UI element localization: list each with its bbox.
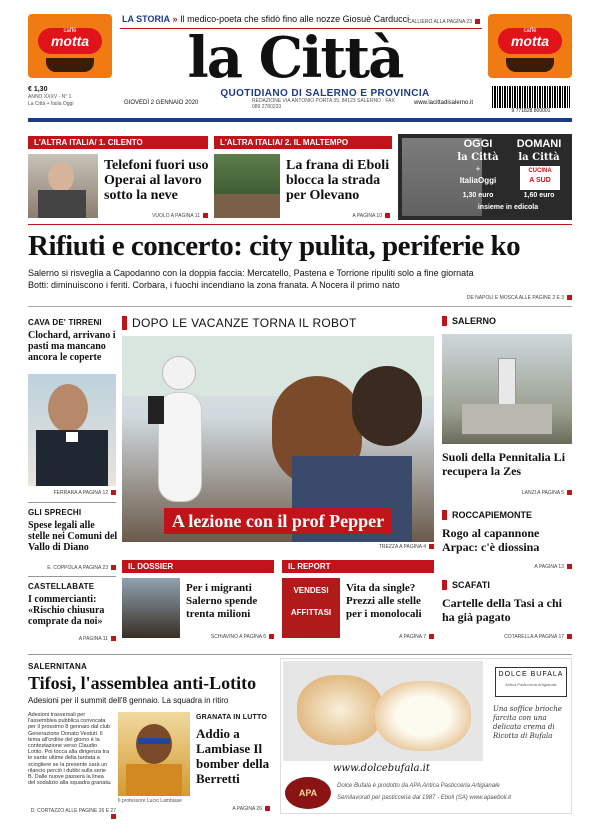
center-ref: TREZZA A PAGINA 4 bbox=[330, 544, 434, 550]
apa-logo: APA bbox=[285, 777, 331, 809]
center-banner: DOPO LE VACANZE TORNA IL ROBOT bbox=[122, 316, 434, 330]
left-3-kicker: CASTELLABATE bbox=[28, 582, 95, 591]
right-3-ref: COTARELLA A PAGINA 17 bbox=[472, 634, 572, 640]
report-ref: A PAGINA 7 bbox=[346, 634, 434, 640]
barcode-number: 9 771828 800001 bbox=[492, 108, 570, 114]
strip-2-label: L'ALTRA ITALIA/ 2. IL MALTEMPO bbox=[214, 136, 392, 149]
double-arrow-icon: » bbox=[172, 14, 178, 24]
coffee-cup-icon bbox=[506, 58, 554, 72]
website-link[interactable]: www.lacittadisalerno.it bbox=[414, 100, 474, 106]
right-2-headline[interactable]: Rogo al capannone Arpac: c'è diossina bbox=[442, 526, 540, 554]
promo-box[interactable] bbox=[398, 134, 572, 220]
main-headline[interactable]: Rifiuti e concerto: city pulita, periferie ko bbox=[28, 230, 521, 262]
promo-domani: DOMANI bbox=[516, 138, 562, 150]
strip-1-headline[interactable]: Telefoni fuori uso Operai al lavoro sotto la neve bbox=[104, 158, 209, 203]
left-2-kicker: GLI SPRECHI bbox=[28, 508, 82, 517]
promo-plus: + bbox=[475, 164, 481, 174]
left-2-headline[interactable]: Spese legali alle stelle nei Comuni del Vallo di Diano bbox=[28, 520, 118, 553]
promo-oggi: OGGI bbox=[463, 138, 493, 150]
promo-paper-2: la Città bbox=[518, 152, 560, 163]
storia-label: LA STORIA bbox=[122, 14, 171, 24]
dossier-label: IL DOSSIER bbox=[122, 560, 274, 573]
right-3-label: SCAFATI bbox=[442, 580, 572, 590]
newspaper-subtitle: QUOTIDIANO DI SALERNO E PROVINCIA bbox=[220, 88, 430, 99]
sport-photo-caption: Il professore Lucio Lambiase bbox=[118, 798, 182, 804]
left-2-ref: E. COPPOLA A PAGINA 23 bbox=[28, 565, 116, 571]
right-2-ref: A PAGINA 13 bbox=[472, 564, 572, 570]
left-1-headline[interactable]: Clochard, arrivano i pasti ma mancano ancora le coperte bbox=[28, 330, 116, 363]
cucina-a-sud-logo: CUCINA A SUD bbox=[520, 166, 560, 190]
report-label: IL REPORT bbox=[282, 560, 434, 573]
right-1-label: SALERNO bbox=[442, 316, 572, 326]
motta-ad-right[interactable] bbox=[488, 14, 572, 78]
left-1-photo bbox=[28, 374, 116, 486]
ad-footer-1: Dolce Bufala è prodotto da APA Antica Pasticceria Artigianale bbox=[337, 783, 500, 789]
main-deck-1: Salerno si risveglia a Capodanno con la doppia faccia: Mercatello, Pastena e Torrione ripuliti solo a fine giornata bbox=[28, 268, 474, 278]
sport-ref: D. CORTAZZO ALLE PAGINE 26 E 27 bbox=[28, 808, 116, 820]
promo-paper-1: la Città bbox=[457, 152, 499, 163]
promo-italia: ItaliaOggi bbox=[459, 176, 497, 185]
report-photo: VENDESI AFFITTASI bbox=[282, 578, 340, 638]
motta-logo-right: caffè motta bbox=[498, 28, 562, 54]
issue-bundle: La Città + Italia Oggi bbox=[28, 101, 74, 107]
center-caption[interactable]: A lezione con il prof Pepper bbox=[164, 508, 392, 534]
dolce-bufala-logo: DOLCE BUFALA Antica Pasticceria Artigianale bbox=[495, 667, 567, 697]
promo-insieme: insieme in edicola bbox=[477, 204, 539, 211]
ad-footer-2: Semilavorati per pasticceria dal 1987 - Eboli (SA) www.apaeboli.it bbox=[337, 795, 512, 801]
sport-deck: Adesioni per il summit dell'8 gennaio. La squadra in ritiro bbox=[28, 696, 229, 705]
center-caption-wrap bbox=[122, 506, 434, 536]
left-3-ref: A PAGINA 11 bbox=[28, 636, 116, 642]
dossier-ref: SCHIAVINO A PAGINA 6 bbox=[186, 634, 274, 640]
newspaper-title[interactable]: la Città bbox=[187, 25, 403, 91]
brioche-2 bbox=[375, 681, 471, 751]
strip-2-ref: A PAGINA 10 bbox=[290, 213, 390, 219]
sport-headline[interactable]: Tifosi, l'assemblea anti-Lotito bbox=[28, 673, 257, 693]
main-deck-2: Botti: diminuiscono i feriti. Corbara, i fuochi incendiano la zona franata. A Nocera il primo nato bbox=[28, 280, 400, 290]
issue-year: ANNO XXXV - N° 1 bbox=[28, 94, 72, 100]
right-2-label: ROCCAPIEMONTE bbox=[442, 510, 572, 520]
strip-1-label: L'ALTRA ITALIA/ 1. CILENTO bbox=[28, 136, 208, 149]
sport-body: Adesioni trasversali per l'assemblea pubblica convocata per il prossimo 8 gennaio dal club Generazione Donato Vestuti. Il tema all'ordine del giorno è la contestazione verso Claudio Lotito. Poi tocca alla dirigenza tra le sante ultime della tardata a sciogliere se la presente sarà un rilancio perciò i dubbi sulla serie B. Dalle nuove passerà la linea del sodalizio alla squadra granata. bbox=[28, 712, 112, 787]
strip-1-ref: VUOLO A PAGINA 11 bbox=[104, 213, 208, 219]
sport-kicker: SALERNITANA bbox=[28, 662, 87, 671]
left-1-kicker: CAVA DE' TIRRENI bbox=[28, 318, 102, 327]
left-1-ref: FERRARA A PAGINA 12 bbox=[28, 490, 116, 496]
dossier-headline[interactable]: Per i migranti Salerno spende trenta milioni bbox=[186, 582, 258, 620]
dossier-photo bbox=[122, 578, 180, 638]
promo-price-2: 1,60 euro bbox=[523, 192, 555, 199]
dolce-bufala-ad[interactable] bbox=[280, 658, 572, 814]
strip-1-photo bbox=[28, 154, 98, 218]
price: € 1,30 bbox=[28, 86, 48, 93]
coffee-cup-icon bbox=[46, 58, 94, 72]
redazione-info: REDAZIONE VIA ANTONIO PORTA 35, 84123 SALERNO · FAX 089 2780233 bbox=[252, 98, 395, 110]
storia-ref: CALLIERO ALLA PAGINA 23 bbox=[380, 19, 480, 25]
report-headline[interactable]: Vita da single? Prezzi alle stelle per i monolocali bbox=[346, 582, 422, 620]
main-ref: DE NAPOLI E MOSCA ALLE PAGINE 2 E 3 bbox=[448, 295, 572, 301]
right-1-headline[interactable]: Suoli della Pennitalia Li recupera la Zes bbox=[442, 450, 566, 478]
robot-head bbox=[162, 356, 196, 390]
masthead-rule bbox=[28, 118, 572, 122]
storia-text: Il medico-poeta che sfidò fino alle nozze Giosuè Carducci bbox=[180, 14, 410, 24]
robot-tablet bbox=[148, 396, 164, 424]
motta-ad-left[interactable] bbox=[28, 14, 112, 78]
issue-date: GIOVEDÌ 2 GENNAIO 2020 bbox=[124, 100, 199, 106]
lutto-kicker: GRANATA IN LUTTO bbox=[196, 714, 267, 721]
strip-2-photo bbox=[214, 154, 280, 218]
barcode bbox=[492, 86, 570, 108]
robot-body bbox=[158, 392, 202, 502]
promo-price-1: 1,30 euro bbox=[462, 192, 494, 199]
right-3-headline[interactable]: Cartelle della Tasi a chi ha già pagato bbox=[442, 596, 562, 624]
ad-url[interactable]: www.dolcebufala.it bbox=[333, 763, 430, 774]
lutto-headline[interactable]: Addio a Lambiase Il bomber della Berretti bbox=[196, 726, 270, 786]
motta-logo: caffè motta bbox=[38, 28, 102, 54]
brioche-1 bbox=[297, 675, 383, 745]
sport-photo bbox=[118, 712, 190, 796]
left-3-headline[interactable]: I commercianti: «Rischio chiusura comprate da noi» bbox=[28, 594, 105, 627]
right-1-photo bbox=[442, 334, 572, 444]
ad-slogan: Una soffice brioche farcita con una delicata crema di Ricotta di Bufala bbox=[493, 705, 562, 740]
strip-2-headline[interactable]: La frana di Eboli blocca la strada per Olevano bbox=[286, 158, 390, 203]
right-1-ref: LANZI A PAGINA 5 bbox=[472, 490, 572, 496]
lutto-ref: A PAGINA 26 bbox=[196, 806, 270, 812]
